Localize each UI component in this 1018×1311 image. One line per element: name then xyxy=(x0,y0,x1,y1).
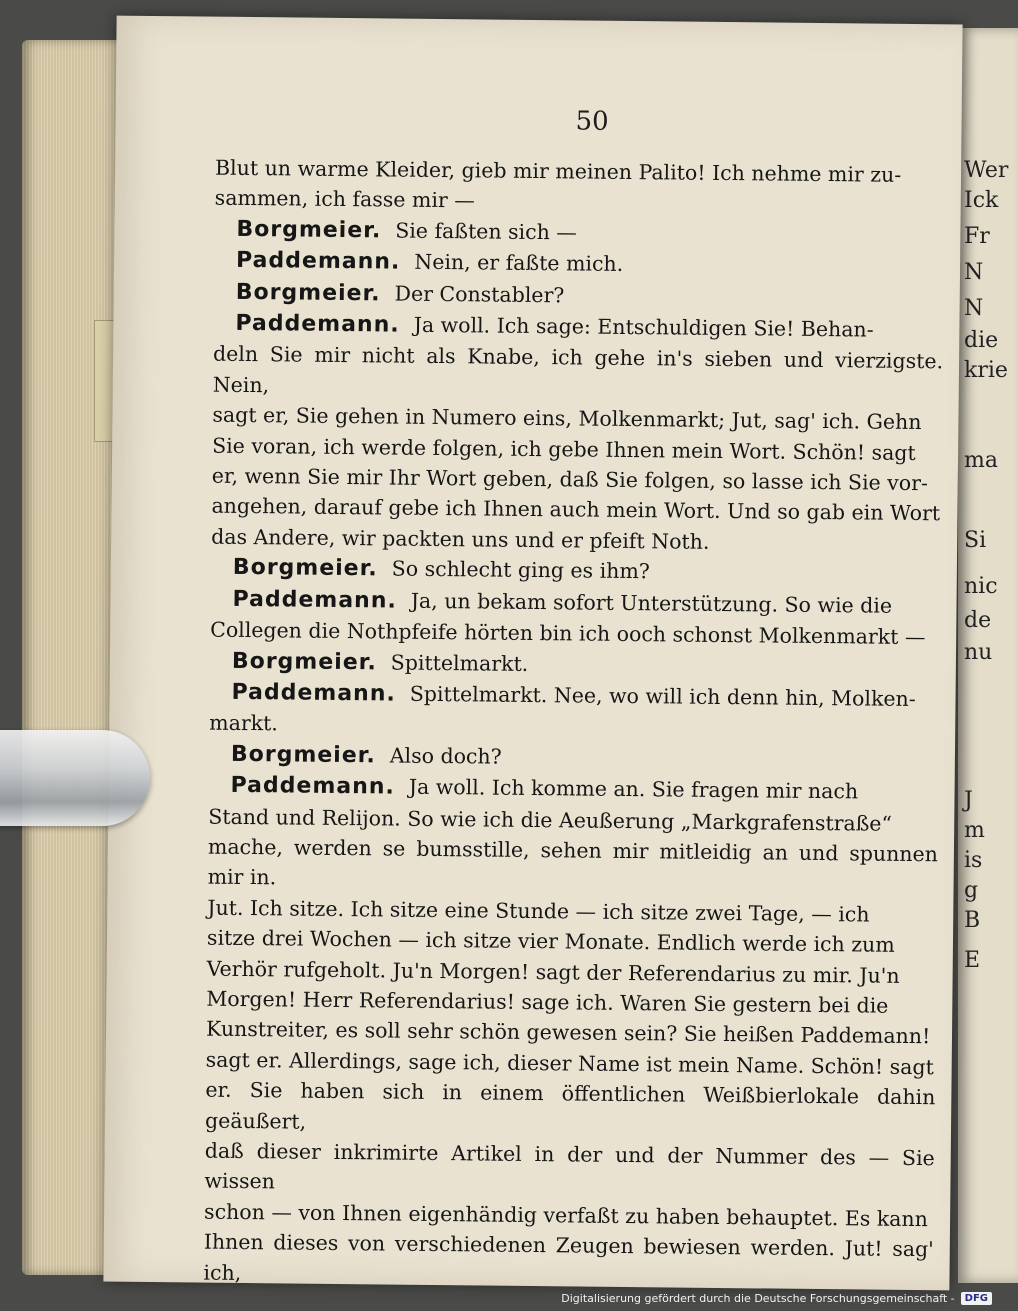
line-text: mache, werden se bumsstille, sehen mir mitleidig an und spunnen mir in. xyxy=(207,834,939,890)
adjacent-page-fragment: g xyxy=(964,878,979,903)
line-text: angehen, darauf gebe ich Ihnen auch mein Wort. Und so gab ein Wort xyxy=(211,494,941,526)
line-text: Ja, un bekam sofort Unterstützung. So wie die xyxy=(410,588,893,618)
line-text: Jut. Ich sitze. Ich sitze eine Stunde — ich sitze zwei Tage, — ich xyxy=(207,895,870,927)
adjacent-page-fragment: Si xyxy=(964,528,987,553)
adjacent-page-fragment: is xyxy=(964,848,983,873)
line-text: markt. xyxy=(209,710,279,736)
adjacent-page-fragment: krie xyxy=(964,358,1008,383)
line-text: Ja woll. Ich sage: Entschuldigen Sie! Behan- xyxy=(413,312,874,342)
line-text: sitze drei Wochen — ich sitze vier Monate. Endlich werde ich zum xyxy=(206,925,895,957)
line-text: Ihnen dieses von verschiedenen Zeugen bewiesen werden. Jut! sag' ich, xyxy=(203,1229,934,1285)
line-text: sagt er. Allerdings, sage ich, dieser Name ist mein Name. Schön! sagt xyxy=(205,1047,934,1080)
text-line xyxy=(213,339,944,407)
digitization-footer xyxy=(561,1287,992,1309)
speaker-name: Borgmeier. xyxy=(235,279,381,307)
text-line xyxy=(203,1227,934,1295)
line-text: Blut un warme Kleider, gieb mir meinen Palito! Ich nehme mir zu- xyxy=(214,155,902,187)
line-text: Collegen die Nothpfeife hörten bin ich ooch schonst Molkenmarkt — xyxy=(210,617,926,650)
speaker-name: Paddemann. xyxy=(231,679,396,707)
adjacent-page-fragment: Wer xyxy=(964,158,1009,183)
speaker-name: Paddemann. xyxy=(235,310,400,338)
line-text: sammen, ich fasse mir — xyxy=(214,186,475,213)
speaker-name: Borgmeier. xyxy=(232,555,378,582)
adjacent-page-fragment: J xyxy=(964,788,973,813)
adjacent-page-strip xyxy=(958,28,1018,1283)
book-page xyxy=(103,16,962,1291)
line-text: daß dieser inkrimirte Artikel in der und der Nummer des — Sie wissen xyxy=(204,1138,935,1194)
line-text: schon — von Ihnen eigenhändig verfaßt zu haben behauptet. Es kann xyxy=(204,1199,928,1231)
page-holder-clip xyxy=(0,730,150,826)
adjacent-page-fragment: N xyxy=(964,260,984,285)
line-text: Verhör rufgeholt. Ju'n Morgen! sagt der Referendarius zu mir. Ju'n xyxy=(206,956,900,988)
line-text: Ja woll. Ich komme an. Sie fragen mir nach xyxy=(408,774,859,804)
adjacent-page-fragment: nu xyxy=(964,640,993,665)
text-line xyxy=(205,1075,936,1143)
dfg-logo: DFG xyxy=(961,1292,992,1305)
adjacent-page-fragment: die xyxy=(964,328,999,353)
speaker-name: Paddemann. xyxy=(230,772,395,800)
line-text: Der Constabler? xyxy=(394,281,565,307)
line-text: Sie faßten sich — xyxy=(395,218,578,245)
line-text: er. Sie haben sich in einem öffentlichen Weißbierlokale dahin geäußert, xyxy=(204,1077,936,1134)
adjacent-page-fragment: nic xyxy=(964,574,998,599)
adjacent-page-fragment: N xyxy=(964,296,984,321)
speaker-name: Borgmeier. xyxy=(230,741,376,769)
adjacent-page-fragment: Ick xyxy=(964,188,999,213)
line-text: Sie voran, ich werde folgen, ich gebe Ihnen mein Wort. Schön! sagt xyxy=(212,433,916,465)
line-text: Also doch? xyxy=(389,743,502,769)
line-text: Morgen! Herr Referendarius! sage ich. Waren Sie gestern bei die xyxy=(206,986,889,1018)
text-line xyxy=(204,1136,935,1204)
line-text: er, wenn Sie mir Ihr Wort geben, daß Sie folgen, so lasse ich Sie vor- xyxy=(211,463,929,496)
line-text: Spittelmarkt. xyxy=(390,650,529,676)
line-text: So schlecht ging es ihm? xyxy=(391,556,650,584)
adjacent-page-fragment: B xyxy=(964,908,981,933)
line-text: das Andere, wir packten uns und er pfeift Noth. xyxy=(211,524,710,554)
speaker-name: Paddemann. xyxy=(235,248,401,275)
adjacent-page-fragment: E xyxy=(964,948,981,973)
footer-credit-text: Digitalisierung gefördert durch die Deutsche Forschungsgemeinschaft - xyxy=(561,1291,955,1305)
adjacent-page-fragment: de xyxy=(964,608,992,633)
line-text: Spittelmarkt. Nee, wo will ich denn hin, Molken- xyxy=(409,681,916,711)
line-text: Stand und Relijon. So wie ich die Aeußerung „Markgrafenstraße“ xyxy=(208,804,893,836)
adjacent-page-fragment: ma xyxy=(964,448,998,473)
speaker-name: Borgmeier. xyxy=(236,216,382,244)
adjacent-page-fragment: m xyxy=(964,818,985,843)
speaker-name: Borgmeier. xyxy=(231,648,377,675)
page-text xyxy=(203,153,945,1296)
speaker-name: Paddemann. xyxy=(232,586,397,614)
line-text: Nein, er faßte mich. xyxy=(414,249,624,277)
adjacent-page-fragment: Fr xyxy=(964,224,990,249)
line-text: sagt er, Sie gehen in Numero eins, Molkenmarkt; Jut, sag' ich. Gehn xyxy=(212,402,922,435)
page-number: 50 xyxy=(575,106,609,137)
text-line xyxy=(207,832,938,900)
line-text: deln Sie mir nicht als Knabe, ich gehe in's sieben und vierzigste. Nein, xyxy=(212,342,944,398)
line-text: Kunstreiter, es soll sehr schön gewesen sein? Sie heißen Paddemann! xyxy=(205,1016,931,1049)
